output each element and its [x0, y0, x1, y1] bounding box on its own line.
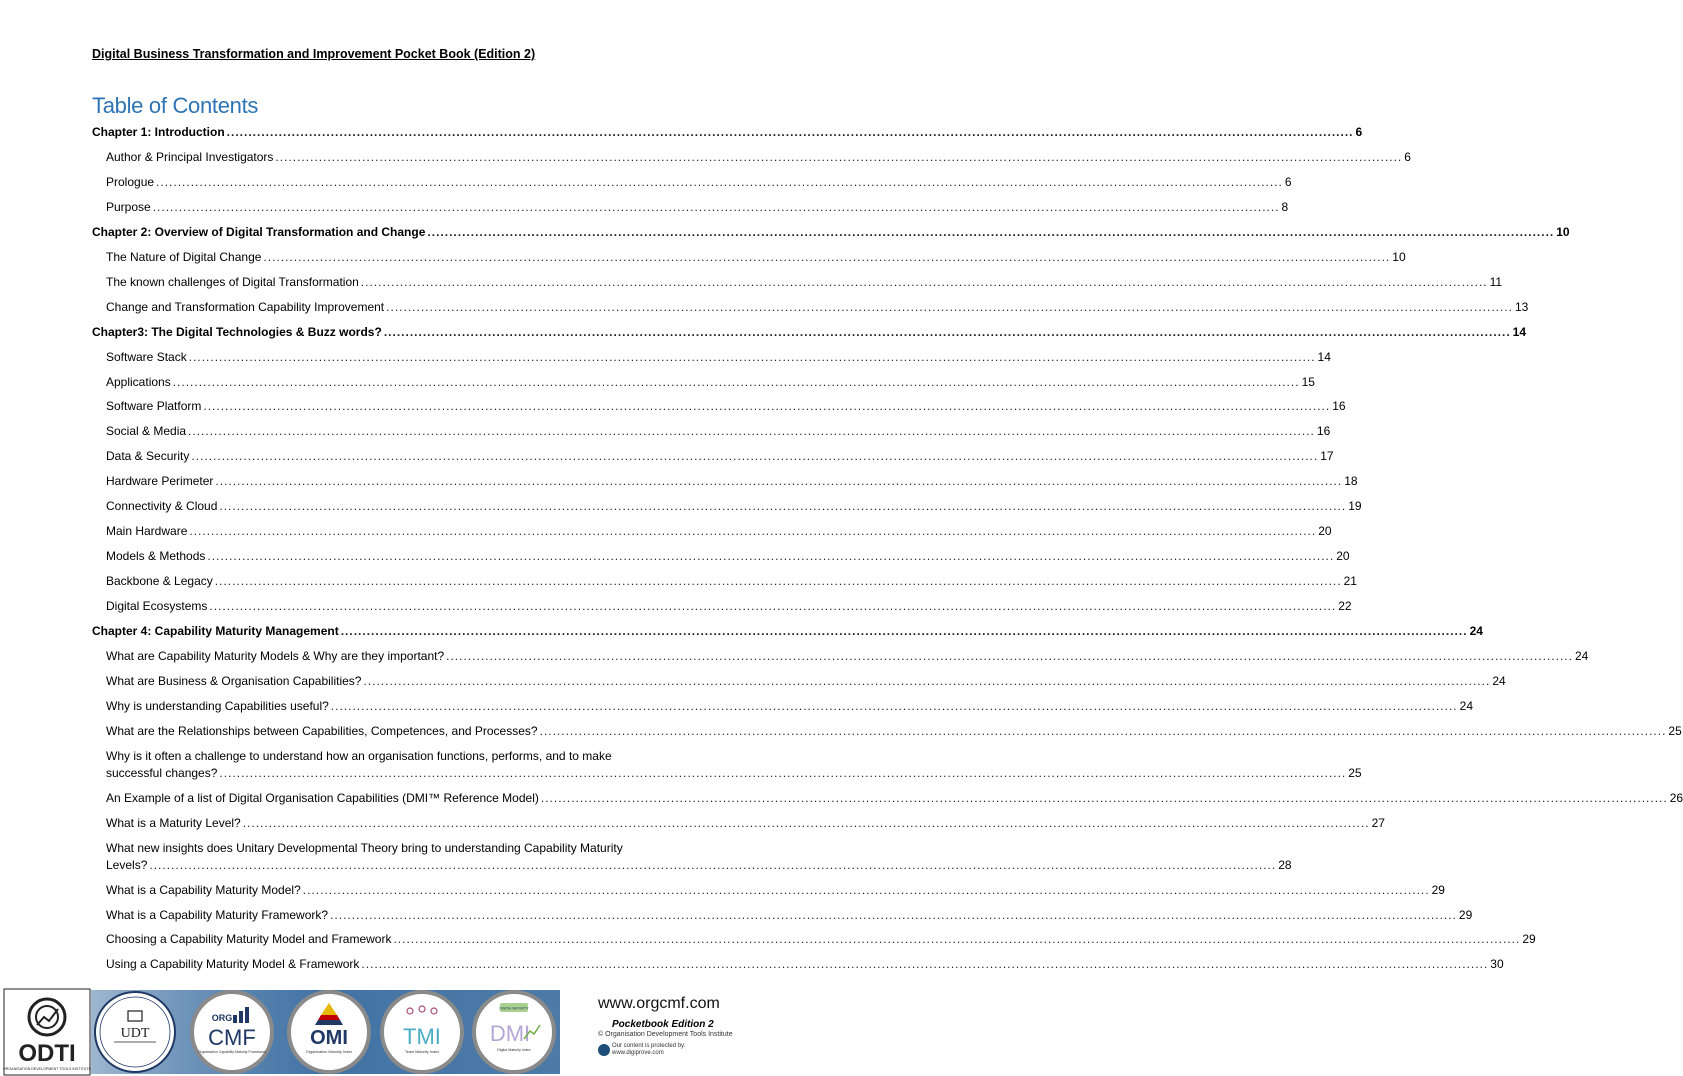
- toc-page-number: 16: [1316, 424, 1331, 439]
- toc-page-number: 25: [1348, 765, 1362, 780]
- toc-entry-title: The Nature of Digital Change: [106, 249, 262, 264]
- toc-chapter-entry[interactable]: [92, 224, 1570, 239]
- toc-dot-leader: ....................................................................................................................................................................................................................................................................: [386, 299, 1513, 314]
- logo-strip: [4, 989, 560, 1075]
- toc-page-number: 24: [1574, 648, 1589, 663]
- toc-dot-leader: ....................................................................................................................................................................................................................................................................: [149, 857, 1277, 872]
- toc-dot-leader: ....................................................................................................................................................................................................................................................................: [191, 449, 1319, 464]
- toc-entry-title: Hardware Perimeter: [106, 474, 214, 489]
- toc-page-number: 30: [1490, 957, 1504, 972]
- toc-entry-title: Software Stack: [106, 349, 187, 364]
- toc-dot-leader: ....................................................................................................................................................................................................................................................................: [188, 424, 1315, 439]
- toc-entry-title: Why is understanding Capabilities useful?: [106, 698, 329, 713]
- toc-section-entry[interactable]: [106, 673, 1506, 688]
- toc-page-number: 6: [1284, 174, 1292, 189]
- toc-page-number: 20: [1336, 549, 1350, 564]
- toc-page-number: 14: [1317, 349, 1331, 364]
- toc-section-entry[interactable]: [106, 524, 1332, 539]
- toc-dot-leader: ....................................................................................................................................................................................................................................................................: [302, 882, 1430, 897]
- svg-text:Organisation Capability Maturi: Organisation Capability Maturity Framework: [197, 1050, 267, 1054]
- toc-dot-leader: ....................................................................................................................................................................................................................................................................: [361, 957, 1489, 972]
- tmi-logo: [382, 992, 462, 1072]
- toc-page-number: 24: [1469, 624, 1483, 638]
- toc-page-number: 20: [1318, 524, 1332, 539]
- svg-text:DMI: DMI: [489, 1021, 531, 1046]
- toc-entry-title: Prologue: [106, 174, 155, 189]
- toc-entry-title: The known challenges of Digital Transformation: [106, 274, 359, 289]
- svg-text:ODTI: ODTI: [18, 1040, 76, 1067]
- toc-section-entry[interactable]: [106, 174, 1292, 189]
- toc-page-number: 13: [1515, 299, 1529, 314]
- toc-section-entry[interactable]: [106, 957, 1504, 972]
- toc-page-number: 8: [1281, 199, 1289, 214]
- toc-dot-leader: ....................................................................................................................................................................................................................................................................: [215, 474, 1343, 489]
- toc-entry-title: What are Capability Maturity Models & Why are they important?: [106, 648, 445, 663]
- toc-page-number: 11: [1489, 274, 1503, 289]
- toc-dot-leader: ....................................................................................................................................................................................................................................................................: [275, 149, 1403, 164]
- odti-logo: [3, 989, 92, 1075]
- toc-entry-title: Applications: [106, 374, 171, 389]
- digiprove-icon: [598, 1044, 610, 1056]
- toc-dot-leader: ....................................................................................................................................................................................................................................................................: [156, 174, 1283, 189]
- toc-entry-title: Chapter 1: Introduction: [92, 125, 225, 139]
- toc-dot-leader: ....................................................................................................................................................................................................................................................................: [207, 549, 1335, 564]
- toc-entry-title: Connectivity & Cloud: [106, 499, 218, 514]
- toc-dot-leader: ....................................................................................................................................................................................................................................................................: [209, 599, 1337, 614]
- toc-dot-leader: ....................................................................................................................................................................................................................................................................: [152, 199, 1280, 214]
- toc-dot-leader: ....................................................................................................................................................................................................................................................................: [539, 723, 1667, 738]
- toc-dot-leader: ....................................................................................................................................................................................................................................................................: [330, 907, 1457, 922]
- toc-dot-leader: ....................................................................................................................................................................................................................................................................: [383, 324, 1511, 339]
- svg-text:DIGITAL MATURITY: DIGITAL MATURITY: [499, 1006, 529, 1011]
- toc-section-entry[interactable]: [106, 399, 1346, 414]
- toc-page-number: 6: [1404, 149, 1411, 164]
- omi-logo: [289, 992, 369, 1072]
- svg-text:Digital Maturity Index: Digital Maturity Index: [497, 1048, 531, 1052]
- toc-dot-leader: ....................................................................................................................................................................................................................................................................: [242, 815, 1370, 830]
- toc-entry-title: Social & Media: [106, 424, 187, 439]
- toc-dot-leader: ....................................................................................................................................................................................................................................................................: [219, 765, 1347, 780]
- toc-entry-title: What are the Relationships between Capabilities, Competences, and Processes?: [106, 723, 538, 738]
- toc-dot-leader: ....................................................................................................................................................................................................................................................................: [360, 274, 1488, 289]
- toc-page-number: 14: [1512, 324, 1527, 339]
- toc-section-entry[interactable]: [106, 907, 1473, 922]
- toc-entry-title: Using a Capability Maturity Model & Framework: [106, 957, 360, 972]
- toc-page-number: 27: [1371, 815, 1385, 830]
- toc-page-number: 19: [1348, 499, 1362, 514]
- toc-page-number: 16: [1332, 399, 1346, 414]
- toc-section-entry[interactable]: [106, 474, 1358, 489]
- toc-page-number: 15: [1301, 374, 1315, 389]
- udt-logo: [95, 992, 175, 1072]
- toc-entry-title: What is a Maturity Level?: [106, 815, 241, 830]
- toc-entry-title: Models & Methods: [106, 549, 206, 564]
- toc-entry-title: successful changes?: [106, 765, 218, 780]
- toc-section-entry[interactable]: [106, 882, 1445, 897]
- toc-entry-title: Backbone & Legacy: [106, 574, 213, 589]
- toc-dot-leader: ....................................................................................................................................................................................................................................................................: [214, 574, 1342, 589]
- toc-entry-title: Chapter 2: Overview of Digital Transformation and Change: [92, 224, 426, 239]
- toc-section-entry[interactable]: [106, 549, 1350, 564]
- toc-entry-title: Data & Security: [106, 449, 190, 464]
- orgcmf-logo: [192, 992, 272, 1072]
- toc-entry-title: Author & Principal Investigators: [106, 149, 274, 164]
- toc-page-number: 24: [1459, 698, 1473, 713]
- toc-entry-title: Chapter 4: Capability Maturity Management: [92, 624, 339, 638]
- toc-entry-title: Change and Transformation Capability Improvement: [106, 299, 385, 314]
- toc-section-entry[interactable]: [106, 374, 1315, 389]
- svg-text:UDT: UDT: [120, 1026, 150, 1041]
- toc-page-number: 6: [1355, 125, 1363, 139]
- toc-dot-leader: ....................................................................................................................................................................................................................................................................: [446, 648, 1573, 663]
- toc-dot-leader: ....................................................................................................................................................................................................................................................................: [427, 224, 1555, 239]
- toc-page-number: 10: [1392, 249, 1406, 264]
- toc-page-number: 24: [1492, 673, 1506, 688]
- toc-section-entry[interactable]: [106, 765, 1362, 780]
- svg-text:Team Maturity Index: Team Maturity Index: [404, 1050, 440, 1054]
- svg-text:ORGANISATION DEVELOPMENT TOOLS: ORGANISATION DEVELOPMENT TOOLS INSTITUTE: [3, 1067, 91, 1071]
- toc-section-entry[interactable]: [106, 249, 1406, 264]
- toc-dot-leader: ....................................................................................................................................................................................................................................................................: [219, 499, 1347, 514]
- toc-page-number: 26: [1669, 790, 1683, 805]
- toc-entry-title: Software Platform: [106, 399, 202, 414]
- toc-entry-title: What are Business & Organisation Capabilities?: [106, 673, 362, 688]
- toc-page-number: 22: [1338, 599, 1352, 614]
- toc-chapter-entry[interactable]: [92, 324, 1527, 339]
- toc-section-entry[interactable]: [106, 199, 1289, 214]
- svg-text:CMF: CMF: [208, 1025, 256, 1050]
- toc-entry-text[interactable]: Why is it often a challenge to understand how an organisation functions, performs, and to make: [106, 748, 612, 763]
- toc-page-number: 17: [1320, 449, 1334, 464]
- copyright-notice: © Organisation Development Tools Institute: [598, 1031, 733, 1038]
- toc-entry-title: Purpose: [106, 199, 151, 214]
- toc-section-entry[interactable]: [106, 449, 1334, 464]
- toc-section-entry[interactable]: [106, 499, 1362, 514]
- toc-entry-title: An Example of a list of Digital Organisation Capabilities (DMI™ Reference Model): [106, 790, 539, 805]
- website-url[interactable]: www.orgcmf.com: [598, 995, 720, 1012]
- toc-entry-title: Choosing a Capability Maturity Model and Framework: [106, 932, 392, 947]
- toc-dot-leader: ....................................................................................................................................................................................................................................................................: [363, 673, 1491, 688]
- toc-section-entry[interactable]: [106, 299, 1529, 314]
- edition-label: Pocketbook Edition 2: [612, 1019, 714, 1030]
- toc-dot-leader: ....................................................................................................................................................................................................................................................................: [188, 349, 1316, 364]
- toc-entry-title: Chapter3: The Digital Technologies & Buzz words?: [92, 324, 382, 339]
- toc-section-entry[interactable]: [106, 349, 1331, 364]
- toc-dot-leader: ....................................................................................................................................................................................................................................................................: [172, 374, 1300, 389]
- toc-dot-leader: ....................................................................................................................................................................................................................................................................: [393, 932, 1521, 947]
- toc-dot-leader: ....................................................................................................................................................................................................................................................................: [189, 524, 1317, 539]
- svg-text:OMI: OMI: [310, 1027, 348, 1049]
- toc-page-number: 29: [1522, 932, 1536, 947]
- toc-section-entry[interactable]: [106, 932, 1536, 947]
- toc-section-entry[interactable]: [106, 815, 1385, 830]
- toc-page-number: 25: [1668, 723, 1682, 738]
- toc-section-entry[interactable]: [106, 723, 1682, 738]
- toc-page-number: 29: [1431, 882, 1445, 897]
- protection-notice: Our content is protected by:: [612, 1043, 686, 1049]
- protection-url: www.digiprove.com: [612, 1050, 664, 1056]
- toc-dot-leader: ....................................................................................................................................................................................................................................................................: [540, 790, 1668, 805]
- svg-text:Organisation Maturity Index: Organisation Maturity Index: [305, 1050, 353, 1054]
- running-header: Digital Business Transformation and Improvement Pocket Book (Edition 2): [92, 47, 536, 61]
- toc-dot-leader: ....................................................................................................................................................................................................................................................................: [330, 698, 1458, 713]
- toc-section-entry[interactable]: [106, 648, 1589, 663]
- toc-section-entry[interactable]: [106, 149, 1411, 164]
- toc-chapter-entry[interactable]: [92, 624, 1483, 638]
- toc-page-number: 28: [1278, 857, 1292, 872]
- toc-dot-leader: ....................................................................................................................................................................................................................................................................: [226, 125, 1354, 139]
- toc-page-number: 29: [1458, 907, 1473, 922]
- toc-title: Table of Contents: [92, 93, 259, 118]
- toc-entry-title: Levels?: [106, 857, 148, 872]
- toc-page-number: 21: [1343, 574, 1357, 589]
- toc-dot-leader: ....................................................................................................................................................................................................................................................................: [203, 399, 1331, 414]
- toc-section-entry[interactable]: [106, 574, 1357, 589]
- toc-entry-text[interactable]: What new insights does Unitary Developmental Theory bring to understanding Capability Maturity: [106, 840, 623, 855]
- toc-entry-title: What is a Capability Maturity Framework?: [106, 907, 329, 922]
- toc-entry-title: Digital Ecosystems: [106, 599, 208, 614]
- dmi-logo: [474, 992, 554, 1072]
- toc-section-entry[interactable]: [106, 857, 1292, 872]
- toc-page-number: 18: [1344, 474, 1358, 489]
- svg-text:ORG: ORG: [211, 1013, 233, 1023]
- toc-page-number: 10: [1556, 224, 1570, 239]
- toc-entry-title: What is a Capability Maturity Model?: [106, 882, 301, 897]
- toc-entry-title: Main Hardware: [106, 524, 188, 539]
- toc-dot-leader: ....................................................................................................................................................................................................................................................................: [340, 624, 1468, 638]
- toc-chapter-entry[interactable]: [92, 125, 1363, 139]
- toc-dot-leader: ....................................................................................................................................................................................................................................................................: [263, 249, 1391, 264]
- svg-text:TMI: TMI: [403, 1024, 441, 1049]
- toc-section-entry[interactable]: [106, 274, 1503, 289]
- toc-section-entry[interactable]: [106, 698, 1473, 713]
- toc-section-entry[interactable]: [106, 790, 1683, 805]
- toc-section-entry[interactable]: [106, 424, 1331, 439]
- toc-section-entry[interactable]: [106, 599, 1352, 614]
